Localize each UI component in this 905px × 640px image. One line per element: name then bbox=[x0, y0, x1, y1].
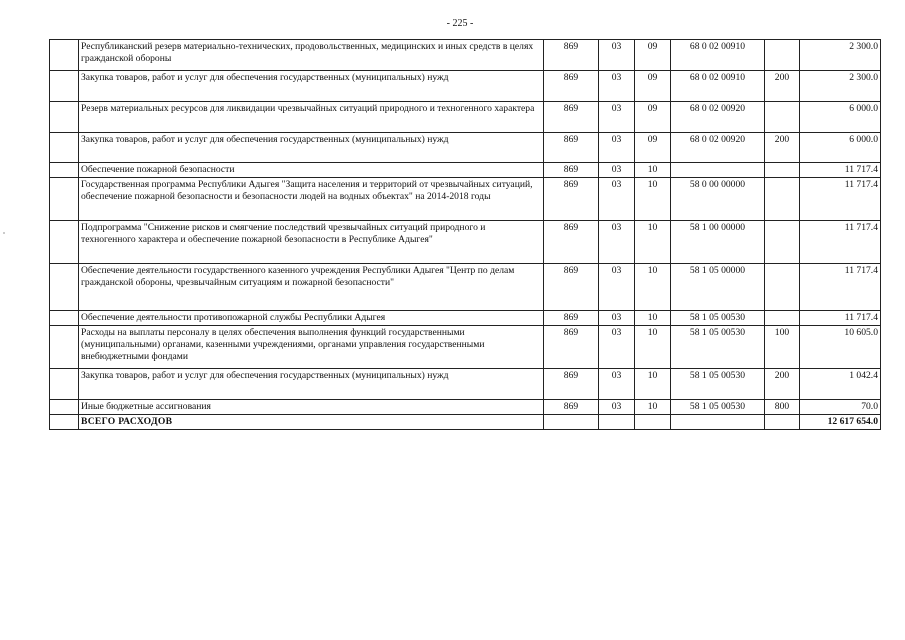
target-article-code-cell: 58 1 05 00530 bbox=[671, 399, 765, 414]
subsection-code-cell: 09 bbox=[635, 102, 671, 133]
ministry-code-cell: 869 bbox=[544, 368, 599, 399]
row-margin-cell bbox=[50, 163, 79, 178]
subsection-code-cell: 10 bbox=[635, 368, 671, 399]
subsection-code-cell: 10 bbox=[635, 311, 671, 326]
table-row bbox=[50, 71, 881, 102]
table-row bbox=[50, 133, 881, 163]
table-row bbox=[50, 264, 881, 311]
ministry-code-cell: 869 bbox=[544, 178, 599, 221]
ministry-code-cell: 869 bbox=[544, 163, 599, 178]
subsection-code-cell: 10 bbox=[635, 163, 671, 178]
empty-cell bbox=[765, 414, 800, 429]
ministry-code-cell: 869 bbox=[544, 325, 599, 368]
amount-cell: 10 605.0 bbox=[800, 325, 881, 368]
target-article-code-cell: 68 0 02 00920 bbox=[671, 133, 765, 163]
section-code-cell: 03 bbox=[599, 368, 635, 399]
target-article-code-cell: 58 1 05 00000 bbox=[671, 264, 765, 311]
amount-cell: 11 717.4 bbox=[800, 221, 881, 264]
table-row bbox=[50, 221, 881, 264]
empty-cell bbox=[544, 414, 599, 429]
expense-type-code-cell bbox=[765, 163, 800, 178]
section-code-cell: 03 bbox=[599, 178, 635, 221]
section-code-cell: 03 bbox=[599, 325, 635, 368]
amount-cell: 6 000.0 bbox=[800, 102, 881, 133]
empty-cell bbox=[635, 414, 671, 429]
row-margin-cell bbox=[50, 325, 79, 368]
amount-cell: 2 300.0 bbox=[800, 40, 881, 71]
subsection-code-cell: 09 bbox=[635, 71, 671, 102]
row-margin-cell bbox=[50, 399, 79, 414]
total-row bbox=[50, 414, 881, 429]
expense-type-code-cell: 100 bbox=[765, 325, 800, 368]
amount-cell: 6 000.0 bbox=[800, 133, 881, 163]
ministry-code-cell: 869 bbox=[544, 102, 599, 133]
subsection-code-cell: 10 bbox=[635, 325, 671, 368]
expense-type-code-cell bbox=[765, 102, 800, 133]
table-row bbox=[50, 325, 881, 368]
ministry-code-cell: 869 bbox=[544, 311, 599, 326]
subsection-code-cell: 10 bbox=[635, 264, 671, 311]
subsection-code-cell: 10 bbox=[635, 178, 671, 221]
ministry-code-cell: 869 bbox=[544, 40, 599, 71]
amount-cell: 1 042.4 bbox=[800, 368, 881, 399]
expense-name-cell: Подпрограмма "Снижение рисков и смягчение последствий чрезвычайных ситуаций природного и техногенного характера и обеспечение пожарной безопасности в Республике Адыгея" bbox=[79, 221, 544, 264]
target-article-code-cell: 68 0 02 00910 bbox=[671, 71, 765, 102]
expense-name-cell: Расходы на выплаты персоналу в целях обеспечения выполнения функций государственными (муниципальными) органами, казенными учреждениями, органами управления государственными внебюджетными фондами bbox=[79, 325, 544, 368]
total-amount: 12 617 654.0 bbox=[800, 414, 881, 429]
expense-type-code-cell: 200 bbox=[765, 133, 800, 163]
amount-cell: 11 717.4 bbox=[800, 311, 881, 326]
amount-cell: 11 717.4 bbox=[800, 178, 881, 221]
expense-name-cell: Государственная программа Республики Адыгея "Защита населения и территорий от чрезвычайных ситуаций, обеспечение пожарной безопасности и безопасности людей на водных объектах" на 2014-2018 годы bbox=[79, 178, 544, 221]
row-margin-cell bbox=[50, 133, 79, 163]
table-row bbox=[50, 311, 881, 326]
ministry-code-cell: 869 bbox=[544, 264, 599, 311]
expense-type-code-cell bbox=[765, 221, 800, 264]
section-code-cell: 03 bbox=[599, 102, 635, 133]
row-margin-cell bbox=[50, 414, 79, 429]
section-code-cell: 03 bbox=[599, 264, 635, 311]
table-row bbox=[50, 163, 881, 178]
expense-name-cell: Резерв материальных ресурсов для ликвидации чрезвычайных ситуаций природного и техногенного характера bbox=[79, 102, 544, 133]
target-article-code-cell bbox=[671, 163, 765, 178]
expense-type-code-cell: 200 bbox=[765, 71, 800, 102]
section-code-cell: 03 bbox=[599, 163, 635, 178]
amount-cell: 11 717.4 bbox=[800, 264, 881, 311]
subsection-code-cell: 10 bbox=[635, 221, 671, 264]
expense-name-cell: Обеспечение пожарной безопасности bbox=[79, 163, 544, 178]
section-code-cell: 03 bbox=[599, 133, 635, 163]
section-code-cell: 03 bbox=[599, 40, 635, 71]
scan-speck bbox=[3, 232, 5, 234]
row-margin-cell bbox=[50, 368, 79, 399]
budget-table-body bbox=[50, 40, 881, 430]
target-article-code-cell: 58 1 05 00530 bbox=[671, 325, 765, 368]
expense-type-code-cell bbox=[765, 40, 800, 71]
section-code-cell: 03 bbox=[599, 71, 635, 102]
amount-cell: 2 300.0 bbox=[800, 71, 881, 102]
expense-name-cell: Обеспечение деятельности государственного казенного учреждения Республики Адыгея "Центр по делам гражданской обороны, чрезвычайным ситуациям и пожарной безопасности" bbox=[79, 264, 544, 311]
table-row bbox=[50, 368, 881, 399]
table-row bbox=[50, 102, 881, 133]
target-article-code-cell: 68 0 02 00920 bbox=[671, 102, 765, 133]
amount-cell: 70.0 bbox=[800, 399, 881, 414]
expense-type-code-cell: 200 bbox=[765, 368, 800, 399]
target-article-code-cell: 58 0 00 00000 bbox=[671, 178, 765, 221]
row-margin-cell bbox=[50, 40, 79, 71]
empty-cell bbox=[599, 414, 635, 429]
expense-name-cell: Республиканский резерв материально-технических, продовольственных, медицинских и иных средств в целях гражданской обороны bbox=[79, 40, 544, 71]
expense-type-code-cell bbox=[765, 178, 800, 221]
ministry-code-cell: 869 bbox=[544, 399, 599, 414]
empty-cell bbox=[671, 414, 765, 429]
target-article-code-cell: 58 1 05 00530 bbox=[671, 368, 765, 399]
row-margin-cell bbox=[50, 71, 79, 102]
section-code-cell: 03 bbox=[599, 399, 635, 414]
row-margin-cell bbox=[50, 178, 79, 221]
section-code-cell: 03 bbox=[599, 311, 635, 326]
row-margin-cell bbox=[50, 311, 79, 326]
row-margin-cell bbox=[50, 221, 79, 264]
expense-name-cell: Иные бюджетные ассигнования bbox=[79, 399, 544, 414]
subsection-code-cell: 09 bbox=[635, 133, 671, 163]
page-number: - 225 - bbox=[446, 18, 474, 29]
total-label: ВСЕГО РАСХОДОВ bbox=[79, 414, 544, 429]
table-row bbox=[50, 178, 881, 221]
table-row bbox=[50, 40, 881, 71]
ministry-code-cell: 869 bbox=[544, 221, 599, 264]
target-article-code-cell: 68 0 02 00910 bbox=[671, 40, 765, 71]
expense-name-cell: Закупка товаров, работ и услуг для обеспечения государственных (муниципальных) нужд bbox=[79, 133, 544, 163]
subsection-code-cell: 10 bbox=[635, 399, 671, 414]
subsection-code-cell: 09 bbox=[635, 40, 671, 71]
expense-name-cell: Закупка товаров, работ и услуг для обеспечения государственных (муниципальных) нужд bbox=[79, 71, 544, 102]
amount-cell: 11 717.4 bbox=[800, 163, 881, 178]
table-row bbox=[50, 399, 881, 414]
ministry-code-cell: 869 bbox=[544, 133, 599, 163]
budget-table bbox=[49, 39, 881, 430]
expense-type-code-cell: 800 bbox=[765, 399, 800, 414]
expense-type-code-cell bbox=[765, 311, 800, 326]
ministry-code-cell: 869 bbox=[544, 71, 599, 102]
target-article-code-cell: 58 1 00 00000 bbox=[671, 221, 765, 264]
section-code-cell: 03 bbox=[599, 221, 635, 264]
expense-name-cell: Закупка товаров, работ и услуг для обеспечения государственных (муниципальных) нужд bbox=[79, 368, 544, 399]
target-article-code-cell: 58 1 05 00530 bbox=[671, 311, 765, 326]
expense-name-cell: Обеспечение деятельности противопожарной службы Республики Адыгея bbox=[79, 311, 544, 326]
expense-type-code-cell bbox=[765, 264, 800, 311]
row-margin-cell bbox=[50, 264, 79, 311]
row-margin-cell bbox=[50, 102, 79, 133]
